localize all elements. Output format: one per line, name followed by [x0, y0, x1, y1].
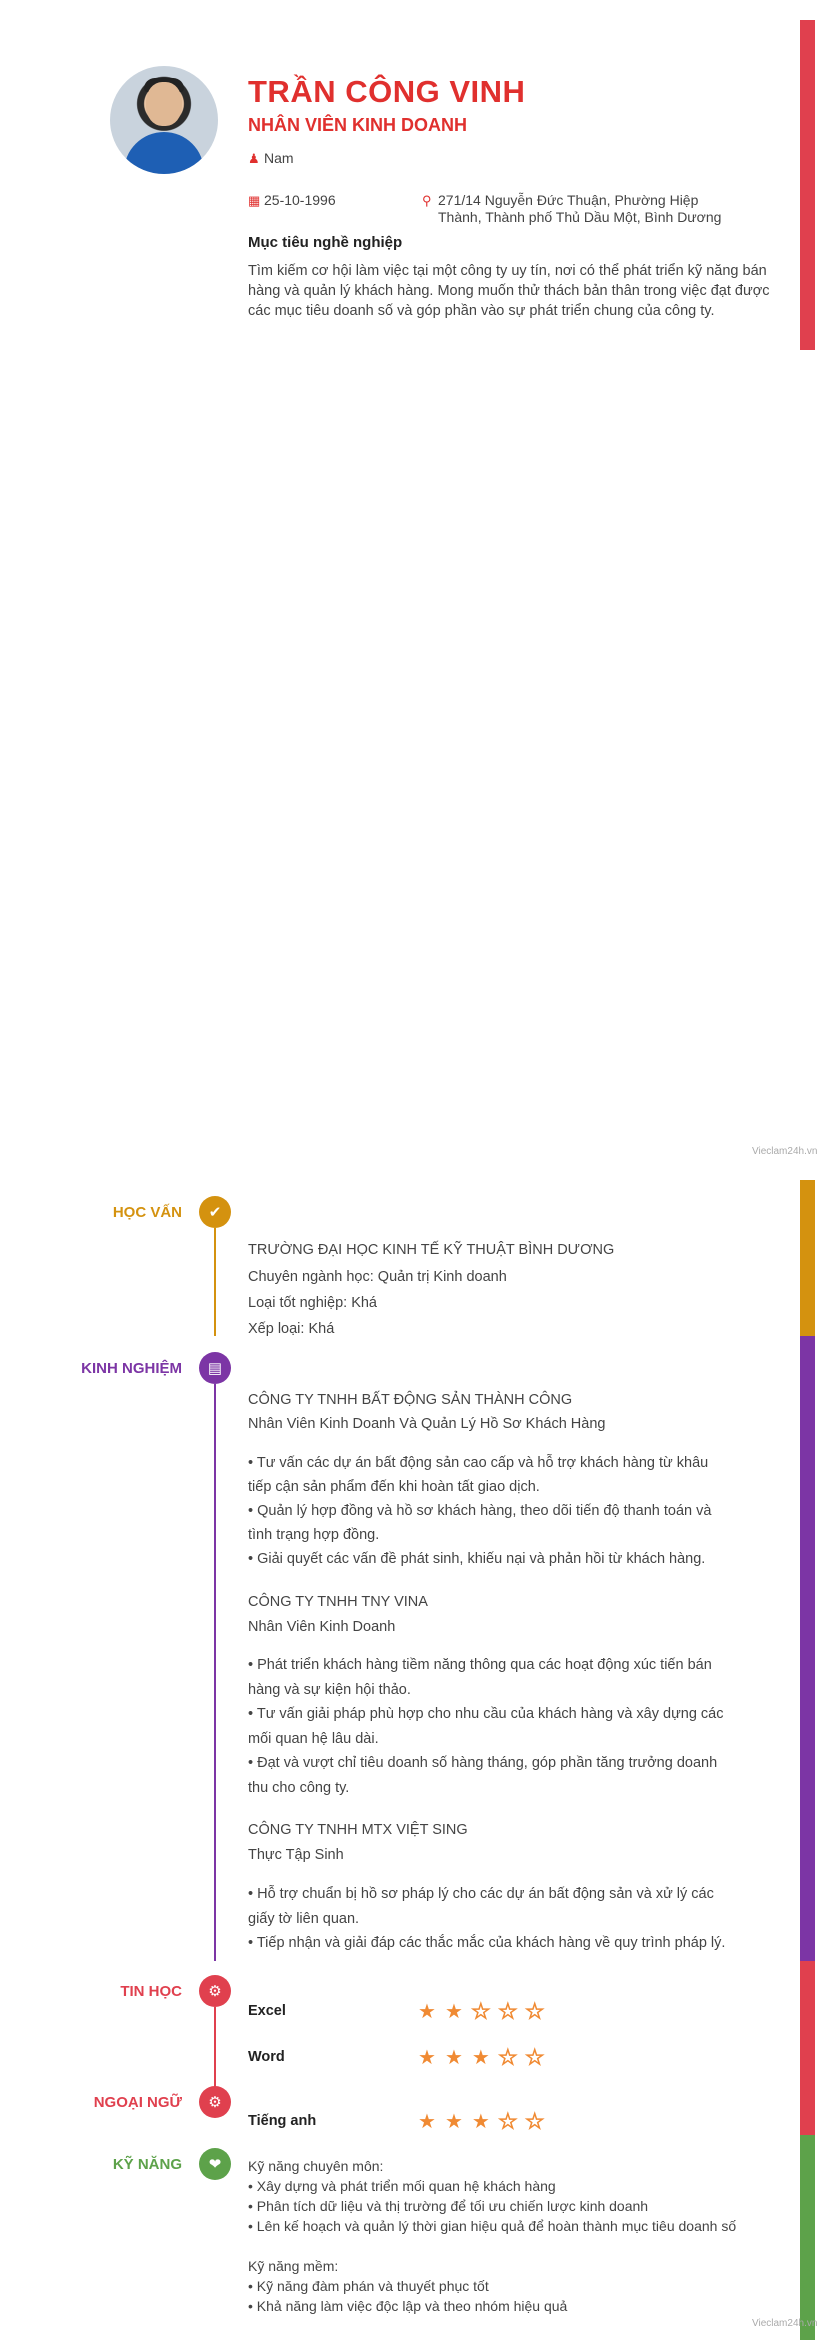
gear-icon: ⚙	[199, 1975, 231, 2007]
star-filled-icon: ★	[418, 2111, 445, 2133]
avatar	[110, 66, 218, 174]
job-2-role: Nhân Viên Kinh Doanh	[248, 1619, 396, 1635]
star-filled-icon: ★	[418, 2047, 445, 2069]
star-empty-icon: ★	[525, 2001, 553, 2023]
experience-label: KINH NGHIỆM	[81, 1360, 182, 1377]
it-skill-1-name: Excel	[248, 2003, 286, 2019]
language-1-name: Tiếng anh	[248, 2113, 317, 2129]
education-timeline	[214, 1228, 216, 1336]
job-2-desc: • Phát triển khách hàng tiềm năng thông qua các hoạt động xúc tiến bán hàng và sự kiện hội thảo. • Tư vấn giải pháp phù hợp cho nhu cầu của khách hàng và xây dựng các mối quan hệ lâu dài. • Đạt và vượt chỉ tiêu doanh số hàng tháng, góp phần tăng trưởng doanh thu cho công ty.	[248, 1657, 724, 1796]
skills-list: Kỹ năng chuyên môn: • Xây dựng và phát triển mối quan hệ khách hàng • Phân tích dữ liệu và thị trường để tối ưu chiến lược kinh doanh • Lên kế hoạch và quản lý thời gian hiệu quả để hoàn thành mục tiêu doanh số Kỹ năng mềm: • Kỹ năng đàm phán và thuyết phục tốt • Khả năng làm việc độc lập và theo nhóm hiệu quả	[248, 2158, 737, 2314]
education-school: TRƯỜNG ĐẠI HỌC KINH TẾ KỸ THUẬT BÌNH DƯƠNG	[248, 1242, 615, 1258]
it-skill-1-rating	[418, 1999, 553, 2024]
accent-bar-skills	[800, 2135, 815, 2340]
gear-icon: ⚙	[199, 2086, 231, 2118]
soft-skills-title: Kỹ năng mềm:	[248, 2258, 339, 2274]
star-filled-icon: ★	[418, 2001, 445, 2023]
heart-shield-icon: ❤	[199, 2148, 231, 2180]
star-empty-icon: ★	[525, 2111, 553, 2133]
job-1-company: CÔNG TY TNHH BẤT ĐỘNG SẢN THÀNH CÔNG	[248, 1392, 573, 1408]
accent-bar-experience	[800, 1336, 815, 1961]
watermark-page2: Vieclam24h.vn	[752, 2318, 818, 2329]
education-check-icon: ✔	[199, 1196, 231, 1228]
star-filled-icon: ★	[444, 2111, 472, 2133]
it-timeline	[214, 2007, 216, 2091]
candidate-name: TRẦN CÔNG VINH	[248, 74, 526, 109]
star-empty-icon: ★	[498, 2001, 526, 2023]
briefcase-icon: ▤	[199, 1352, 231, 1384]
calendar-icon: ▦	[248, 193, 261, 208]
job-2-company: CÔNG TY TNHH TNY VINA	[248, 1594, 428, 1610]
user-icon: ♟	[248, 151, 260, 166]
address-line-1: 271/14 Nguyễn Đức Thuận, Phường Hiệp	[438, 192, 699, 208]
experience-timeline	[214, 1384, 216, 1961]
star-empty-icon: ★	[525, 2047, 553, 2069]
job-1-role: Nhân Viên Kinh Doanh Và Quản Lý Hồ Sơ Khách Hàng	[248, 1416, 606, 1432]
gender-value: Nam	[264, 150, 294, 166]
it-label: TIN HỌC	[120, 1983, 182, 2000]
it-skill-2-name: Word	[248, 2049, 285, 2065]
location-pin-icon: ⚲	[422, 193, 432, 208]
accent-bar-it	[800, 1961, 815, 2135]
star-filled-icon: ★	[471, 2111, 499, 2133]
job-3-role: Thực Tập Sinh	[248, 1847, 344, 1863]
watermark-page1: Vieclam24h.vn	[752, 1146, 818, 1157]
gender-row	[248, 150, 294, 167]
star-filled-icon: ★	[471, 2047, 499, 2069]
hard-skills-title: Kỹ năng chuyên môn:	[248, 2158, 384, 2174]
star-filled-icon: ★	[444, 2001, 472, 2023]
birthdate-row	[248, 192, 336, 209]
objective-title: Mục tiêu nghề nghiệp	[248, 234, 403, 251]
star-empty-icon: ★	[498, 2047, 526, 2069]
address-line-2: Thành, Thành phố Thủ Dầu Một, Bình Dương	[438, 209, 722, 225]
accent-bar-page1	[800, 20, 815, 350]
it-skill-2-rating	[418, 2045, 553, 2070]
candidate-title: NHÂN VIÊN KINH DOANH	[248, 115, 468, 135]
birthdate-value: 25-10-1996	[264, 192, 336, 208]
objective-text: Tìm kiếm cơ hội làm việc tại một công ty uy tín, nơi có thể phát triển kỹ năng bán hàng và quản lý khách hàng. Mong muốn thử thách bản thân trong việc đạt được các mục tiêu doanh số và góp phần vào sự phát triển chung của công ty.	[248, 263, 770, 319]
star-empty-icon: ★	[498, 2111, 526, 2133]
education-major: Chuyên ngành học: Quản trị Kinh doanh	[248, 1269, 507, 1285]
language-1-rating	[418, 2109, 553, 2134]
job-3-desc: • Hỗ trợ chuẩn bị hồ sơ pháp lý cho các dự án bất động sản và xử lý các giấy tờ liên quan. • Tiếp nhận và giải đáp các thắc mắc của khách hàng về quy trình pháp lý.	[248, 1886, 726, 1951]
education-label: HỌC VẤN	[112, 1204, 182, 1221]
education-rank: Xếp loại: Khá	[248, 1321, 335, 1337]
education-grad: Loại tốt nghiệp: Khá	[248, 1295, 377, 1311]
address-row	[422, 192, 721, 225]
star-filled-icon: ★	[444, 2047, 472, 2069]
languages-label: NGOẠI NGỮ	[93, 2094, 182, 2111]
accent-bar-education	[800, 1180, 815, 1336]
star-empty-icon: ★	[471, 2001, 499, 2023]
skills-label: KỸ NĂNG	[112, 2156, 182, 2173]
job-3-company: CÔNG TY TNHH MTX VIỆT SING	[248, 1822, 468, 1838]
job-1-desc: • Tư vấn các dự án bất động sản cao cấp và hỗ trợ khách hàng từ khâu tiếp cận sản phẩm đến khi hoàn tất giao dịch. • Quản lý hợp đồng và hồ sơ khách hàng, theo dõi tiến độ thanh toán và tình trạng hợp đồng. • Giải quyết các vấn đề phát sinh, khiếu nại và phản hồi từ khách hàng.	[248, 1455, 712, 1567]
